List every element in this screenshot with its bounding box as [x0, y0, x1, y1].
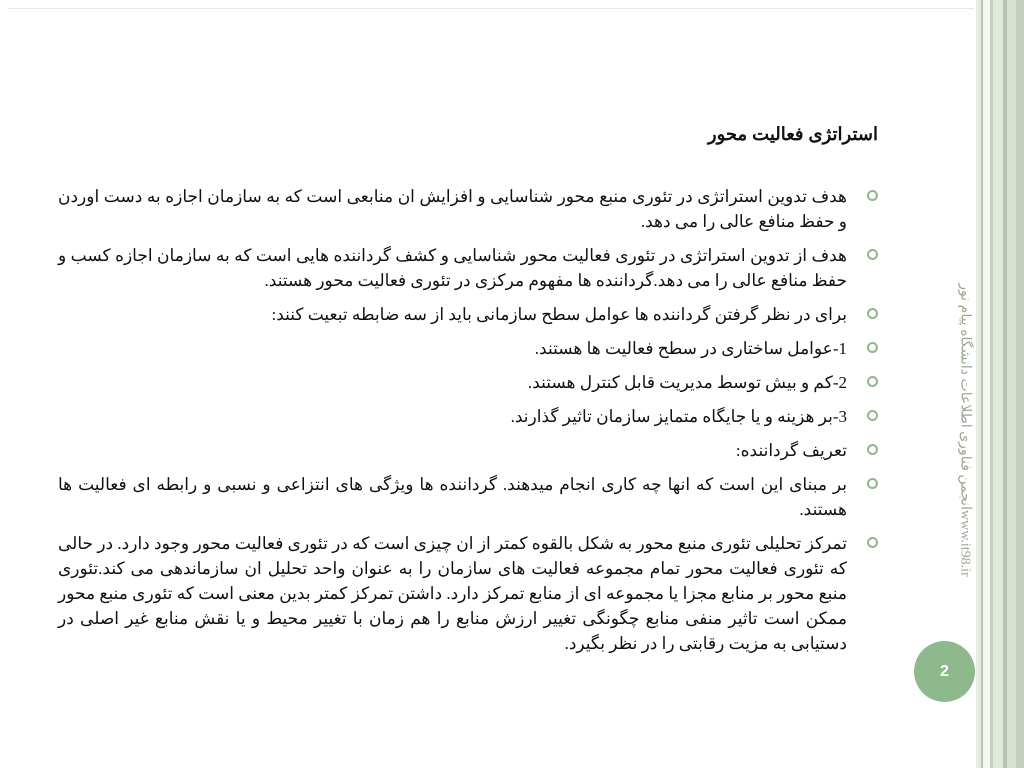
- bullet-text: 2-کم و بیش توسط مدیریت قابل کنترل هستند.: [527, 373, 847, 392]
- bullet-item: [58, 404, 878, 429]
- bullet-circle-icon: [867, 478, 878, 489]
- bullet-circle-icon: [867, 410, 878, 421]
- bullet-item: [58, 370, 878, 395]
- bullet-text: 3-بر هزینه و یا جایگاه متمایز سازمان تاثیر گذارند.: [510, 407, 847, 426]
- bullet-item: [58, 472, 878, 522]
- bullet-text: 1-عوامل ساختاری در سطح فعالیت ها هستند.: [534, 339, 847, 358]
- bullet-circle-icon: [867, 190, 878, 201]
- bullet-circle-icon: [867, 308, 878, 319]
- bullet-circle-icon: [867, 537, 878, 548]
- bullet-item: [58, 531, 878, 656]
- bullet-list: [58, 184, 878, 656]
- bullet-item: [58, 243, 878, 293]
- slide-title: استراتژی فعالیت محور: [707, 124, 878, 144]
- bullet-text: بر مبنای این است که انها چه کاری انجام میدهند. گرداننده ها ویژگی های انتزاعی و نسبی و رابطه ای فعالیت ها هستند.: [58, 475, 848, 519]
- bullet-item: [58, 302, 878, 327]
- bullet-item: [58, 336, 878, 361]
- bullet-circle-icon: [867, 249, 878, 260]
- page-number-badge: 2: [914, 641, 975, 702]
- bullet-circle-icon: [867, 376, 878, 387]
- bullet-circle-icon: [867, 444, 878, 455]
- bullet-circle-icon: [867, 342, 878, 353]
- vertical-watermark-text: www.it98.irانجمن فناوری اطلاعات دانشگاه پیام نور: [957, 283, 973, 577]
- decorative-side-stripes: [976, 0, 1024, 768]
- bullet-item: [58, 438, 878, 463]
- bullet-text: تمرکز تحلیلی تئوری منبع محور به شکل بالقوه کمتر از ان چیزی است که در تئوری فعالیت محور وجود دارد. در حالی که تئوری فعالیت محور تمام مجموعه فعالیت های سازمان را به عنوان واحد تحلیل ان سازماندهی می کند.تئوری منبع محور بر منابع مجزا یا مجموعه ای از منابع تمرکز دارد. داشتن تمرکز کمتر بدین معنی است که تئوری منبع محور ممکن است تاثیر منفی منابع چگونگی تغییر ارزش منابع را هم زمان با تغییر محیط و یا نقش منابع غیر اصلی در دستیابی به مزیت رقابتی را در نظر بگیرد.: [58, 534, 847, 653]
- bullet-item: [58, 184, 878, 234]
- slide-content: [58, 184, 878, 665]
- top-divider: [8, 8, 974, 9]
- bullet-text: برای در نظر گرفتن گرداننده ها عوامل سطح سازمانی باید از سه ضابطه تبعیت کنند:: [271, 305, 847, 324]
- bullet-text: هدف از تدوین استراتژی در تئوری فعالیت محور شناسایی و کشف گرداننده هایی است که به سازمان اجازه کسب و حفظ منافع عالی را می دهد.گرداننده ها مفهوم مرکزی در تئوری فعالیت محور هستند.: [58, 246, 847, 290]
- bullet-text: هدف تدوین استراتژی در تئوری منبع محور شناسایی و افزایش ان منابعی است که به سازمان اجازه به دست اوردن و حفظ منافع عالی را می دهد.: [58, 187, 847, 231]
- bullet-text: تعریف گرداننده:: [735, 441, 847, 460]
